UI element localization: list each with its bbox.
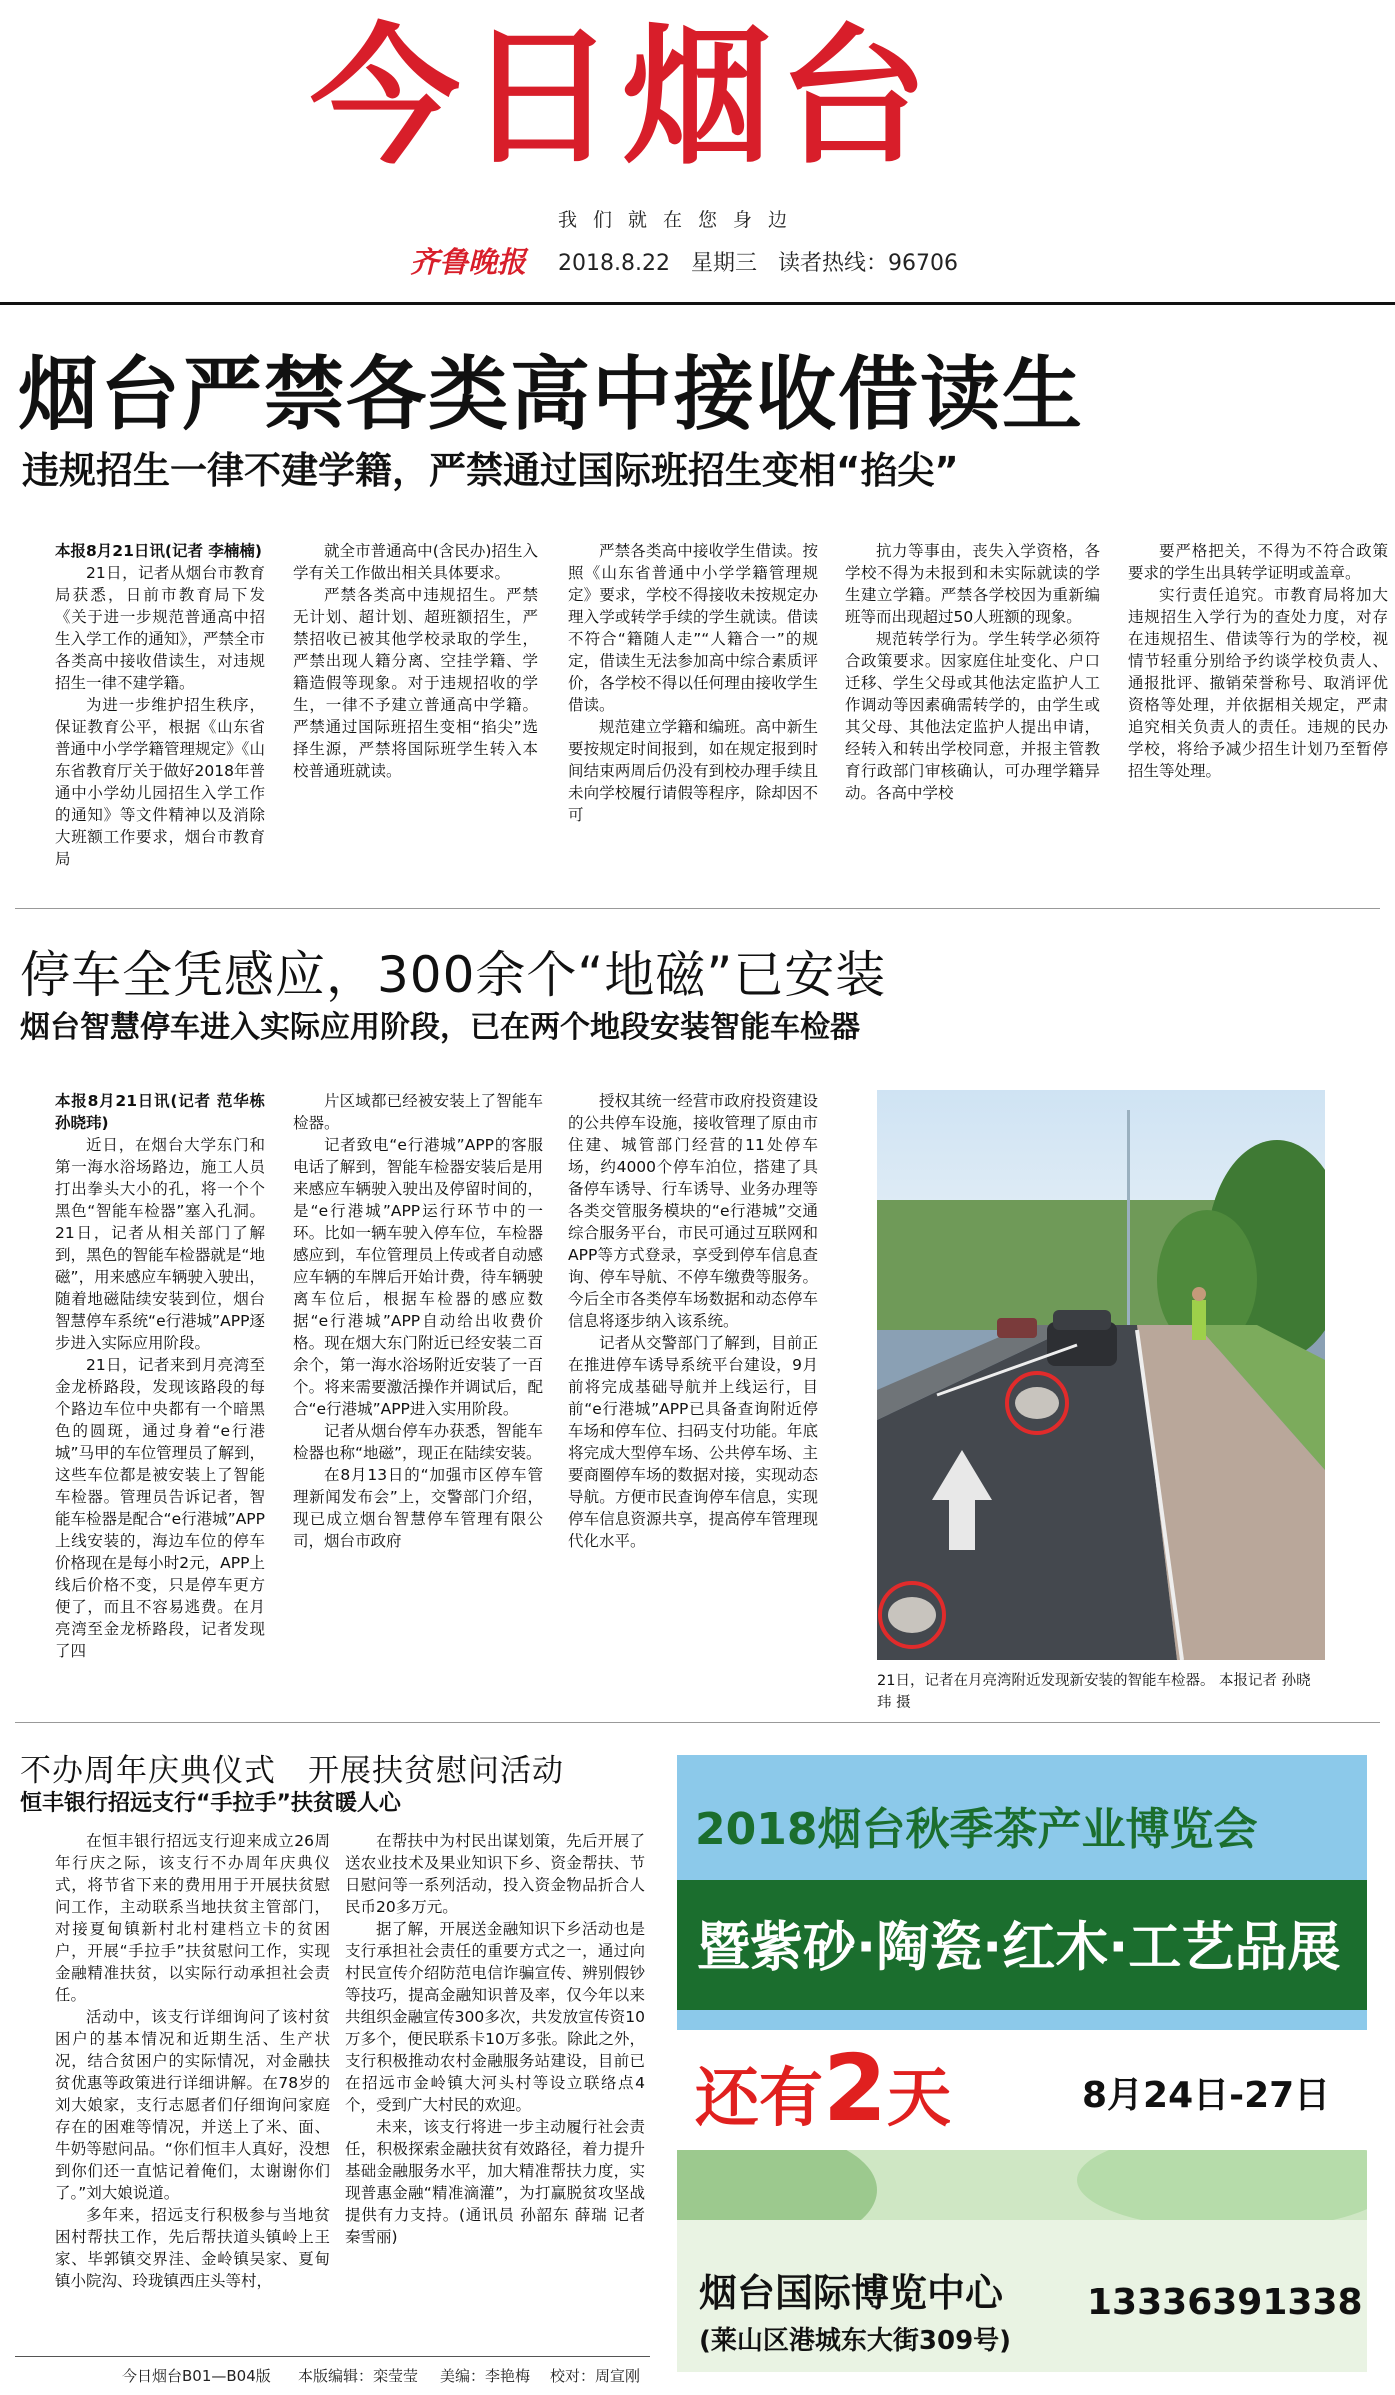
story1-headline: 烟台严禁各类高中接收借读生 [18,348,1084,441]
story2-headline: 停车全凭感应，300余个“地磁”已安装 [20,946,887,1004]
countdown-prefix: 还有 [695,2062,823,2136]
date: 2018.8.22 [558,251,670,276]
paragraph: 近日，在烟台大学东门和第一海水浴场路边，施工人员打出拳头大小的孔，将一个个黑色“智能车检器”塞入孔洞。21日，记者从相关部门了解到，黑色的智能车检器就是“地磁”，用来感应车辆驶入驶出，随着地磁陆续安装到位，烟台智慧停车系统“e行港城”APP逐步进入实际应用阶段。 [55,1136,265,1352]
ad-venue: 烟台国际博览中心 [699,2271,1004,2315]
paragraph: 记者从烟台停车办获悉，智能车检器也称“地磁”，现正在陆续安装。 [293,1422,543,1462]
paragraph: 记者致电“e行港城”APP的客服电话了解到，智能车检器安装后是用来感应车辆驶入驶出及停留时间的，是“e行港城”APP运行环节中的一环。比如一辆车驶入停车位，车检器感应到，车位管理员上传或者自动感应车辆的车牌后开始计费，待车辆驶离车位后，根据车检器的感应数据“e行港城”APP自动给出收费价格。现在烟大东门附近已经安装二百余个，第一海水浴场附近安装了一百个。将来需要激活操作并调试后，配合“e行港城”APP进入实用阶段。 [293,1136,543,1418]
section-divider [15,908,1380,909]
paragraph: 在8月13日的“加强市区停车管理新闻发布会”上，交警部门介绍，现已成立烟台智慧停车管理有限公司，烟台市政府 [293,1466,543,1550]
paragraph: 严禁各类高中违规招生。严禁无计划、超计划、超班额招生，严禁招收已被其他学校录取的学生，严禁出现人籍分离、空挂学籍、学籍造假等现象。对于违规招收的学生，一律不予建立普通高中学籍。严禁通过国际班招生变相“掐尖”选择生源，严禁将国际班学生转入本校普通班就读。 [293,586,538,780]
paragraph: 多年来，招远支行积极参与当地贫困村帮扶工作，先后帮扶道头镇岭上王家、毕郭镇交界洼、金岭镇吴家、夏甸镇小院沟、玲珑镇西庄头等村， [55,2206,330,2290]
footer-designer: 美编：李艳梅 [440,2367,531,2385]
paragraph: 记者从交警部门了解到，目前正在推进停车诱导系统平台建设，9月前将完成基础导航并上线运行，目前“e行港城”APP已具备查询附近停车场和停车位、扫码支付功能。年底将完成大型停车场、公共停车场、主要商圈停车场的数据对接，实现动态导航。方便市民查询停车信息，实现停车信息资源共享，提高停车管理现代化水平。 [568,1334,818,1550]
story1-column-1 [55,540,265,890]
paragraph: 活动中，该支行详细询问了该村贫困户的基本情况和近期生活、生产状况，结合贫困户的实际情况，对金融扶贫优惠等政策进行详细讲解。在78岁的刘大娘家，支行志愿者们仔细询问家庭存在的困难等情况，并送上了米、面、牛奶等慰问品。“你们恒丰人真好，没想到你们还一直惦记着俺们，太谢谢你们了。”刘大娘说道。 [55,2008,330,2202]
photo-illustration [877,1090,1325,1660]
paragraph: 21日，记者从烟台市教育局获悉，日前市教育局下发《关于进一步规范普通高中招生入学工作的通知》，严禁全市各类高中接收借读生，对违规招生一律不建学籍。 [55,564,265,692]
footer-proofreader: 校对：周宣刚 [550,2367,641,2385]
story1-column-2 [293,540,538,890]
story1-subhead: 违规招生一律不建学籍，严禁通过国际班招生变相“掐尖” [22,449,959,492]
ad-address: (莱山区港城东大街309号) [699,2326,1012,2356]
ad-phone: 13336391338 [1087,2282,1363,2323]
footer-edition: 今日烟台B01—B04版 [122,2367,271,2385]
story3-column-1 [55,1830,330,2345]
paper-logo: 齐鲁晚报 [410,245,527,279]
ad-background [677,1755,1367,2372]
dateline [558,246,958,277]
paragraph: 要严格把关，不得为不符合政策要求的学生出具转学证明或盖章。 [1128,542,1388,582]
paragraph: 规范建立学籍和编班。高中新生要按规定时间报到，如在规定报到时间结束两周后仍没有到校办理手续且未向学校履行请假等程序，除却因不可 [568,718,818,824]
story3-subhead: 恒丰银行招远支行“手拉手”扶贫暖人心 [20,1791,401,1816]
paragraph: 在帮扶中为村民出谋划策，先后开展了送农业技术及果业知识下乡、资金帮扶、节日慰问等一系列活动，投入资金物品折合人民币20多万元。 [345,1832,645,1916]
paragraph: 21日，记者来到月亮湾至金龙桥路段，发现该路段的每个路边车位中央都有一个暗黑色的圆斑，通过身着“e行港城”马甲的车位管理员了解到，这些车位都是被安装上了智能车检器。管理员告诉记者，智能车检器是配合“e行港城”APP上线安装的，海边车位的停车价格现在是每小时2元，APP上线后价格不变，只是停车更方便了，而且不容易逃费。在月亮湾至金龙桥路段，记者发现了四 [55,1356,265,1660]
weekday: 星期三 [690,251,757,276]
masthead-rule [0,302,1395,305]
paragraph: 未来，该支行将进一步主动履行社会责任，积极探索金融扶贫有效路径，着力提升基础金融服务水平，加大精准帮扶力度，实现普惠金融“精准滴灌”，为打赢脱贫攻坚战提供有力支持。(通讯员 孙韶东 薛瑞 记者 秦雪丽) [345,2118,645,2246]
byline: 本报8月21日讯(记者 李楠楠) [55,542,262,560]
ad-subtitle: 暨紫砂·陶瓷·红木·工艺品展 [697,1917,1341,1978]
paragraph: 在恒丰银行招远支行迎来成立26周年行庆之际，该支行不办周年庆典仪式，将节省下来的费用用于开展扶贫慰问工作，主动联系当地扶贫主管部门，对接夏甸镇新村北村建档立卡的贫困户，开展“手拉手”扶贫慰问工作，实现金融精准扶贫，以实际行动承担社会责任。 [55,1832,330,2004]
story1-column-4 [845,540,1100,890]
story2-column-1 [55,1090,265,1715]
paragraph: 片区域都已经被安装上了智能车检器。 [293,1092,543,1132]
footer-rule [15,2356,650,2357]
countdown-suffix: 天 [887,2062,952,2136]
story1-column-5 [1128,540,1388,890]
story2-column-3 [568,1090,818,1715]
expo-advertisement [667,1745,1377,2382]
paragraph: 抗力等事由，丧失入学资格，各学校不得为未报到和未实际就读的学生建立学籍。严禁各学校因为重新编班等而出现超过50人班额的现象。 [845,542,1100,626]
story2-subhead: 烟台智慧停车进入实际应用阶段，已在两个地段安装智能车检器 [20,1010,860,1045]
byline: 本报8月21日讯(记者 范华栋 孙晓玮) [55,1092,265,1132]
street-photo [877,1090,1325,1660]
paragraph: 实行责任追究。市教育局将加大违规招生入学行为的查处力度，对存在违规招生、借读等行为的学校，视情节轻重分别给予约谈学校负责人、通报批评、撤销荣誉称号、取消评优资格等处理，并依据相关规定，严肃追究相关负责人的责任。违规的民办学校，将给予减少招生计划乃至暂停招生等处理。 [1128,586,1388,780]
paragraph: 为进一步维护招生秩序，保证教育公平，根据《山东省普通中小学学籍管理规定》《山东省教育厅关于做好2018年普通中小学幼儿园招生入学工作的通知》等文件精神以及消除大班额工作要求，烟台市教育局 [55,696,265,868]
story1-column-3 [568,540,818,890]
masthead-title: 今日烟台 [310,11,935,185]
footer-editor: 本版编辑：栾莹莹 [298,2367,419,2385]
hotline: 读者热线：96706 [777,251,958,276]
story3-column-2 [345,1830,645,2345]
section-divider [15,1722,1380,1723]
paragraph: 据了解，开展送金融知识下乡活动也是支行承担社会责任的重要方式之一，通过向村民宣传介绍防范电信诈骗宣传、辨别假钞等技巧，提高金融知识普及率，仅今年以来共组织金融宣传300多次，共发放宣传资10万多个，便民联系卡10万多张。除此之外，支行积极推动农村金融服务站建设，目前已在招远市金岭镇大河头村等设立联络点4个，受到广大村民的欢迎。 [345,1920,645,2114]
ad-title: 2018烟台秋季茶产业博览会 [695,1804,1258,1855]
paragraph: 规范转学行为。学生转学必须符合政策要求。因家庭住址变化、户口迁移、学生父母或其他法定监护人工作调动等因素确需转学的，由学生或其父母、其他法定监护人提出申请，经转入和转出学校同意，并报主管教育行政部门审核确认，可办理学籍异动。各高中学校 [845,630,1100,802]
paragraph: 授权其统一经营市政府投资建设的公共停车设施，接收管理了原由市住建、城管部门经营的11处停车场，约4000个停车泊位，搭建了具备停车诱导、行车诱导、业务办理等各类交管服务模块的“e行港城”交通综合服务平台，市民可通过互联网和APP等方式登录，享受到停车信息查询、停车导航、不停车缴费等服务。今后全市各类停车场数据和动态停车信息将逐步纳入该系统。 [568,1092,818,1330]
paragraph: 就全市普通高中(含民办)招生入学有关工作做出相关具体要求。 [293,542,538,582]
masthead-slogan: 我们就在您身边 [558,209,804,231]
ad-countdown [695,2035,951,2142]
paragraph: 严禁各类高中接收学生借读。按照《山东省普通中小学学籍管理规定》要求，学校不得接收未按规定办理入学或转学手续的学生就读。借读不符合“籍随人走”“人籍合一”的规定，借读生无法参加高中综合素质评价，各学校不得以任何理由接收学生借读。 [568,542,818,714]
photo-caption: 21日，记者在月亮湾附近发现新安装的智能车检器。 本报记者 孙晓玮 摄 [877,1673,1311,1711]
countdown-number: 2 [823,2035,888,2142]
story2-column-2 [293,1090,543,1715]
story3-headline: 不办周年庆典仪式 开展扶贫慰问活动 [20,1753,564,1789]
ad-dates: 8月24日-27日 [1082,2075,1331,2116]
